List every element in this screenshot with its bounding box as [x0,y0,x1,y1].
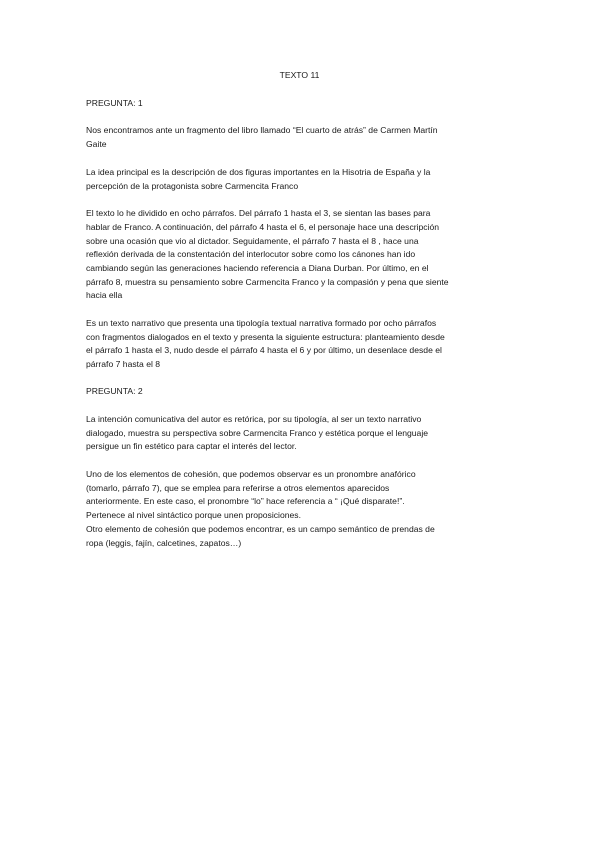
text-line: La idea principal es la descripción de dos figuras importantes en la Hisotria de España y la [86,167,431,177]
question-2-heading: PREGUNTA: 2 [86,386,143,396]
text-line: cambiando según las generaciones haciendo referencia a Diana Durban. Por último, en el [86,263,429,273]
text-line: párrafo 7 hasta el 8 [86,359,161,369]
text-line: el párrafo 1 hasta el 3, nudo desde el párrafo 4 hasta el 6 y por último, un desenlace desde el [86,345,442,355]
text-line: hablar de Franco. A continuación, del párrafo 4 hasta el 6, el personaje hace una descripción [86,222,440,232]
text-line: persigue un fin estético para captar el interés del lector. [86,441,297,451]
text-line: Pertenece al nivel sintáctico porque unen proposiciones. [86,510,301,520]
text-line: (tomarlo, párrafo 7), que se emplea para referirse a otros elementos aparecidos [86,483,390,493]
text-line: ropa (leggis, fajín, calcetines, zapatos…) [86,538,242,548]
text-line: El texto lo he dividido en ocho párrafos. Del párrafo 1 hasta el 3, se sientan las bases para [86,208,431,218]
text-line: Uno de los elementos de cohesión, que podemos observar es un pronombre anafórico [86,469,416,479]
text-line: percepción de la protagonista sobre Carmencita Franco [86,181,299,191]
question-1-heading: PREGUNTA: 1 [86,98,143,108]
text-line: anteriormente. En este caso, el pronombre “lo” hace referencia a “ ¡Qué disparate!”. [86,496,405,506]
text-line: La intención comunicativa del autor es retórica, por su tipología, al ser un texto narrativo [86,414,422,424]
text-line: Gaite [86,139,107,149]
text-line: Es un texto narrativo que presenta una tipología textual narrativa formado por ocho párrafos [86,318,437,328]
text-line: sobre una ocasión que vio al dictador. Seguidamente, el párrafo 7 hasta el 8 , hace una [86,236,419,246]
text-line: reflexión derivada de la constentación del interlocutor sobre como los cánones han ido [86,249,416,259]
text-line: Otro elemento de cohesión que podemos encontrar, es un campo semántico de prendas de [86,524,435,534]
text-line: párrafo 8, muestra su pensamiento sobre Carmencita Franco y la compasión y pena que siente [86,277,449,287]
text-line: Nos encontramos ante un fragmento del libro llamado “El cuarto de atrás” de Carmen Martín [86,125,438,135]
text-line: dialogado, muestra su perspectiva sobre Carmencita Franco y estética porque el lenguaje [86,428,429,438]
text-line: con fragmentos dialogados en el texto y presenta la siguiente estructura: planteamiento desde [86,332,445,342]
text-line: hacia ella [86,290,123,300]
document-title: TEXTO 11 [279,70,320,80]
